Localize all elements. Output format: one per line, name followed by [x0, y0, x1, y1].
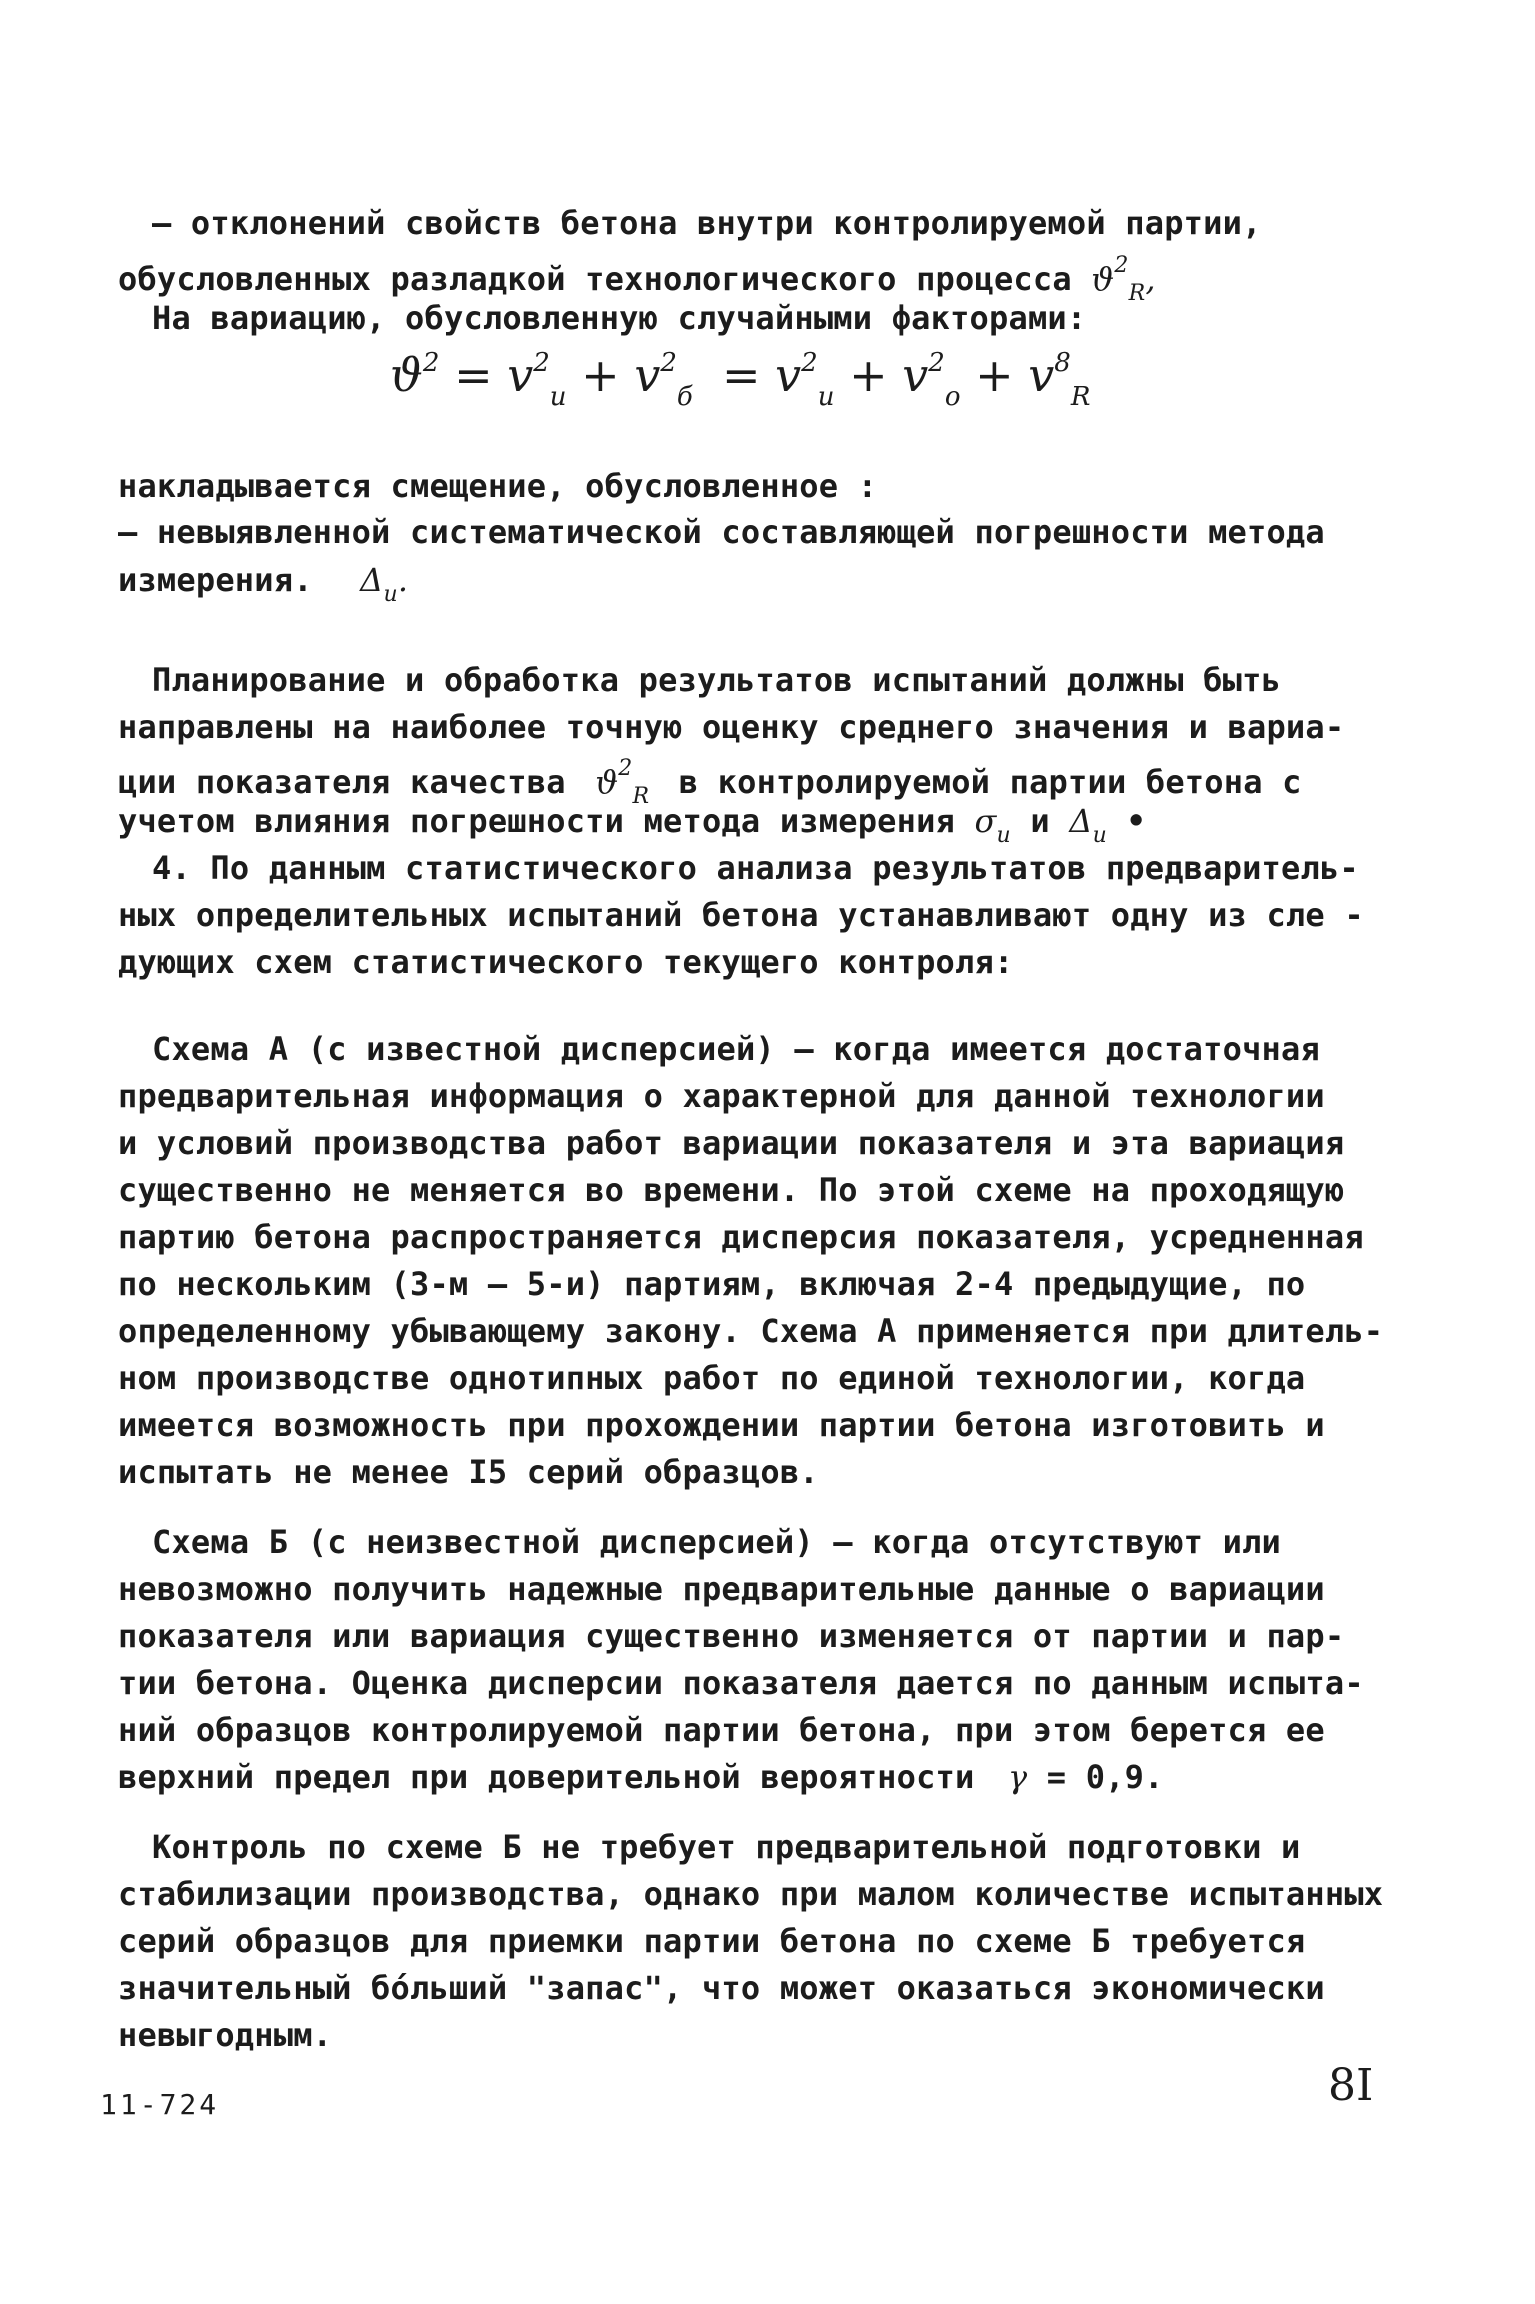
text-line: направлены на наиболее точную оценку среднего значения и вариа- [118, 708, 1345, 746]
text-line: невозможно получить надежные предварительные данные о вариации [118, 1570, 1325, 1608]
text-line: ции показателя качества $ϑ^2_R$ в контролируемой партии бетона с [118, 756, 1302, 809]
variance-formula: $ϑ^2 = v^2_и + v^2_б = v^2_и + v^2_о + v^8_R$ [390, 348, 1091, 412]
text-line: – отклонений свойств бетона внутри контролируемой партии, [152, 204, 1262, 242]
text-line: по нескольким (3-м – 5-и) партиям, включая 2-4 предыдущие, по [118, 1265, 1306, 1303]
math-delta: $\Delta_и$. [360, 561, 409, 607]
text-line: имеется возможность при прохождении партии бетона изготовить и [118, 1406, 1325, 1444]
text-line: ном производстве однотипных работ по единой технологии, когда [118, 1359, 1306, 1397]
text-line: Схема А (с известной дисперсией) – когда имеется достаточная [152, 1030, 1320, 1068]
text-line: ных определительных испытаний бетона устанавливают одну из сле - [118, 896, 1364, 934]
text-line: – невыявленной систематической составляющей погрешности метода [118, 513, 1325, 551]
text-line: 4. По данным статистического анализа результатов предваритель- [152, 849, 1359, 887]
text-line: невыгодным. [118, 2016, 333, 2054]
math-delta-2: $\Delta_и$ [1069, 802, 1108, 848]
text-line: ний образцов контролируемой партии бетона, при этом берется ее [118, 1711, 1325, 1749]
text-line: испытать не менее I5 серий образцов. [118, 1453, 819, 1491]
text-line: тии бетона. Оценка дисперсии показателя дается по данным испыта- [118, 1664, 1364, 1702]
text-line: На вариацию, обусловленную случайными факторами: [152, 299, 1087, 337]
text-line: партию бетона распространяется дисперсия показателя, усредненная [118, 1218, 1364, 1256]
math-gamma: γ [1007, 1758, 1028, 1796]
text-line: Планирование и обработка результатов испытаний должны быть [152, 661, 1282, 699]
text-line: обусловленных разладкой технологического процесса $ϑ^2_R$, [118, 253, 1156, 306]
text-line: серий образцов для приемки партии бетона по схеме Б требуется [118, 1922, 1306, 1960]
text-line: дующих схем статистического текущего контроля: [118, 943, 1014, 981]
text-line: учетом влияния погрешности метода измерения $\sigma_и$ и $\Delta_и$ • [118, 802, 1146, 848]
text-line: стабилизации производства, однако при малом количестве испытанных [118, 1875, 1384, 1913]
text-line: значительный бо́льший "запас", что может оказаться экономически [118, 1969, 1325, 2007]
math-variance-r: $ϑ^2_R$, [1091, 253, 1156, 306]
math-variance-quality: $ϑ^2_R$ [595, 756, 650, 809]
text-line: Схема Б (с неизвестной дисперсией) – когда отсутствуют или [152, 1523, 1282, 1561]
math-sigma: $\sigma_и$ [974, 802, 1011, 848]
text-line: измерения. $\Delta_и$. [118, 561, 409, 607]
text-line: определенному убывающему закону. Схема А применяется при длитель- [118, 1312, 1384, 1350]
page-number: 8I [1328, 2060, 1374, 2111]
text-line: накладывается смещение, обусловленное : [118, 467, 878, 505]
text-line: и условий производства работ вариации показателя и эта вариация [118, 1124, 1345, 1162]
text-line: существенно не меняется во времени. По этой схеме на проходящую [118, 1171, 1345, 1209]
text-line: показателя или вариация существенно изменяется от партии и пар- [118, 1617, 1345, 1655]
text-line: предварительная информация о характерной для данной технологии [118, 1077, 1325, 1115]
document-code: 11-724 [100, 2088, 220, 2121]
text-line: верхний предел при доверительной вероятности γ = 0,9. [118, 1758, 1164, 1796]
text-line: Контроль по схеме Б не требует предварительной подготовки и [152, 1828, 1301, 1866]
